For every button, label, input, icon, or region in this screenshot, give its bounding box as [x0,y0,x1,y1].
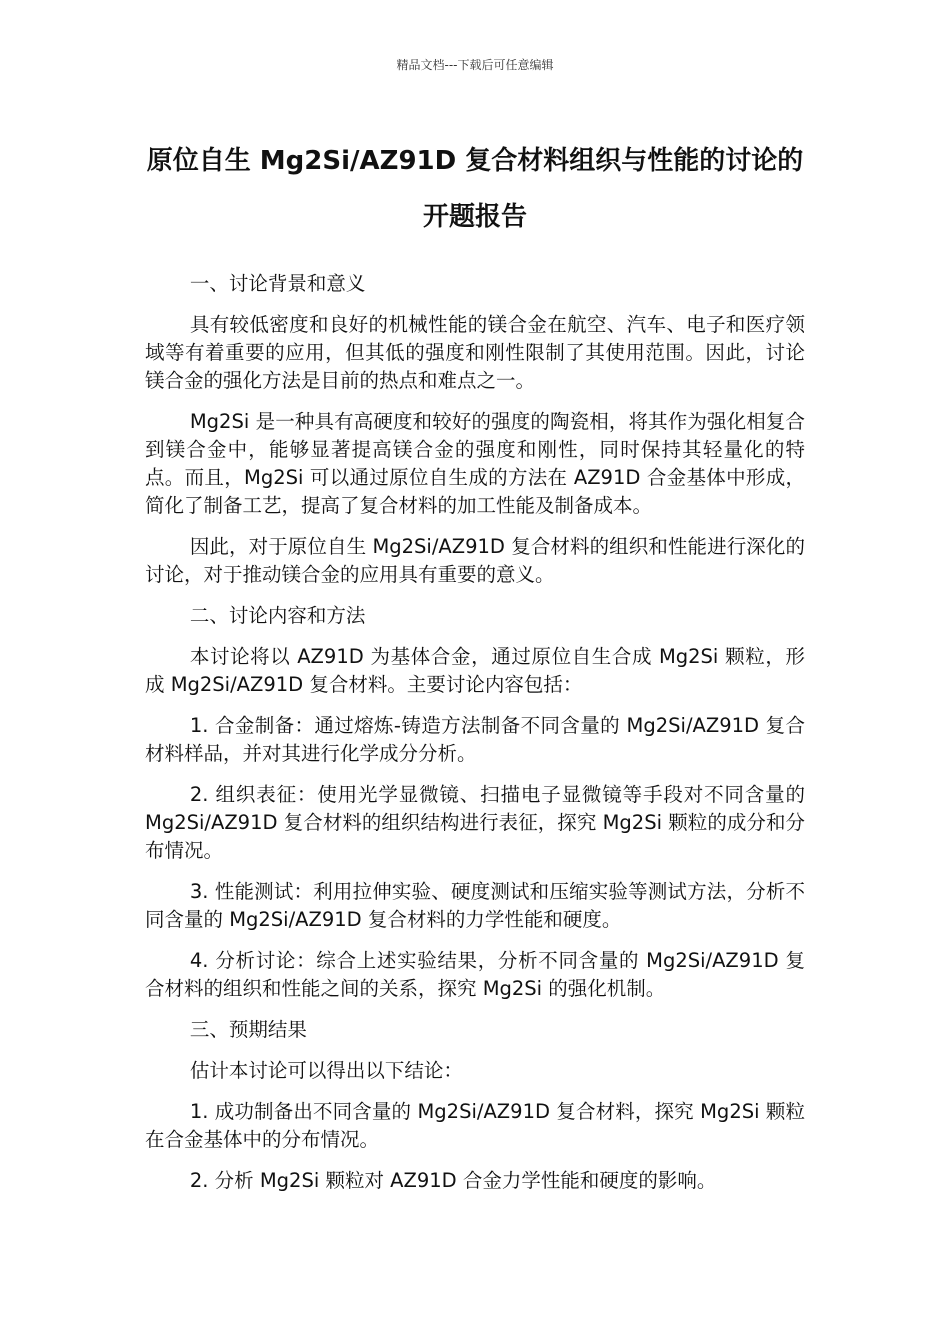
list-item: 2. 分析 Mg2Si 颗粒对 AZ91D 合金力学性能和硬度的影响。 [189,1169,717,1192]
section-heading-expected-results: 三、预期结果 [189,1018,307,1041]
paragraph: 因此，对于原位自生 Mg2Si/AZ91D 复合材料的组织和性能进行深化的讨论，对于推动镁合金的应用具有重要的意义。 [145,535,805,586]
list-item: 3. 性能测试：利用拉伸实验、硬度测试和压缩实验等测试方法，分析不同含量的 Mg2Si/AZ91D 复合材料的力学性能和硬度。 [145,880,805,931]
section-heading-methods: 二、讨论内容和方法 [189,604,366,627]
paragraph: 具有较低密度和良好的机械性能的镁合金在航空、汽车、电子和医疗领域等有着重要的应用，但其低的强度和刚性限制了其使用范围。因此，讨论镁合金的强化方法是目前的热点和难点之一。 [145,313,805,392]
paragraph: 估计本讨论可以得出以下结论： [189,1059,463,1082]
list-item: 2. 组织表征：使用光学显微镜、扫描电子显微镜等手段对不同含量的 Mg2Si/AZ91D 复合材料的组织结构进行表征，探究 Mg2Si 颗粒的成分和分布情况。 [145,783,805,862]
page-header: 精品文档---下载后可任意编辑 [396,58,554,72]
section-heading-background: 一、讨论背景和意义 [189,272,366,295]
document-title: 原位自生 Mg2Si/AZ91D 复合材料组织与性能的讨论的开题报告 [146,146,804,232]
paragraph: 本讨论将以 AZ91D 为基体合金，通过原位自生合成 Mg2Si 颗粒，形成 Mg2Si/AZ91D 复合材料。主要讨论内容包括： [145,645,805,696]
list-item: 4. 分析讨论：综合上述实验结果，分析不同含量的 Mg2Si/AZ91D 复合材料的组织和性能之间的关系，探究 Mg2Si 的强化机制。 [145,949,805,1000]
paragraph: Mg2Si 是一种具有高硬度和较好的强度的陶瓷相，将其作为强化相复合到镁合金中，能够显著提高镁合金的强度和刚性，同时保持其轻量化的特点。而且，Mg2Si 可以通过原位自生成的方法在 AZ91D 合金基体中形成，简化了制备工艺，提高了复合材料的加工性能及制备成本。 [145,410,805,517]
list-item: 1. 合金制备：通过熔炼-铸造方法制备不同含量的 Mg2Si/AZ91D 复合材料样品，并对其进行化学成分分析。 [145,714,805,765]
list-item: 1. 成功制备出不同含量的 Mg2Si/AZ91D 复合材料，探究 Mg2Si 颗粒在合金基体中的分布情况。 [145,1100,805,1151]
document-body [145,270,805,1208]
